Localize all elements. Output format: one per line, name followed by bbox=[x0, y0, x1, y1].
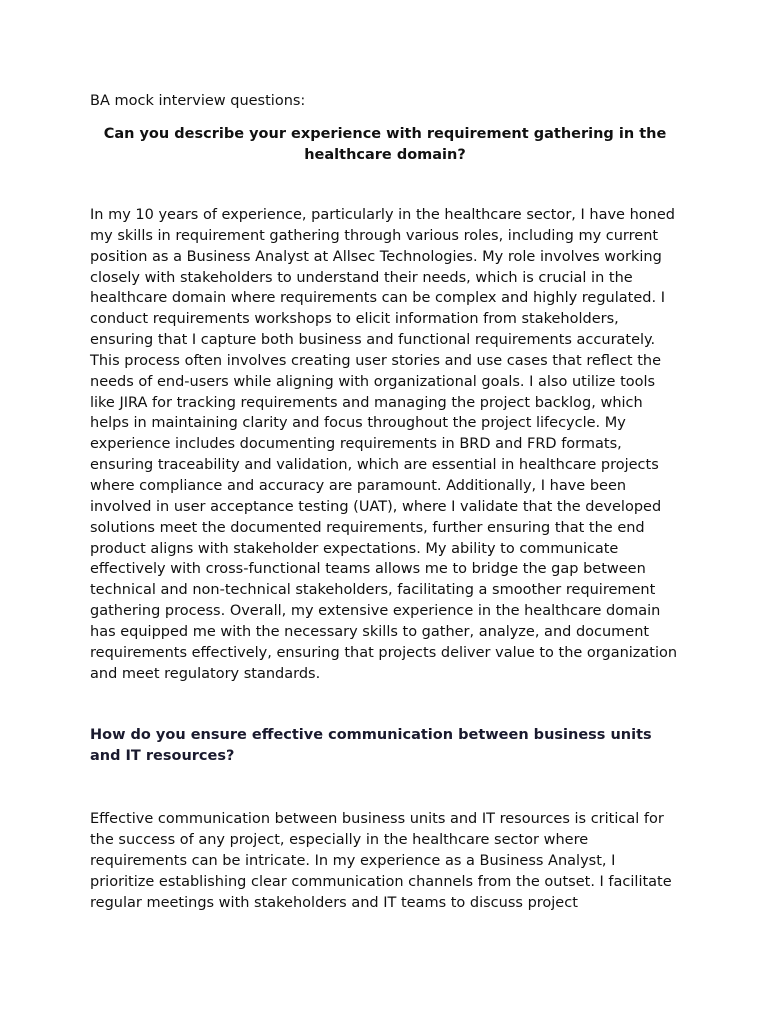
answer-2-paragraph: Effective communication between business units and IT resources is critical for the success of any project, especially in the healthcare sector where requirements can be intricate. In my experience as a Business Analyst, I prioritize establishing clear communication channels from the outset. I facilitate regular meetings with stakeholders and IT teams to discuss project bbox=[90, 811, 672, 911]
question-2-heading: How do you ensure effective communication between business units and IT resources? bbox=[90, 727, 652, 765]
question-1-heading: Can you describe your experience with requirement gathering in the healthcare domain? bbox=[103, 126, 667, 163]
document-title: BA mock interview questions: bbox=[90, 93, 306, 109]
answer-1-paragraph: In my 10 years of experience, particularly in the healthcare sector, I have honed my skills in requirement gathering through various roles, including my current position as a Business Analyst at Allsec Technologies. My role involves working closely with stakeholders to understand their needs, which is crucial in the healthcare domain where requirements can be complex and highly regulated. I conduct requirements workshops to elicit information from stakeholders, ensuring that I capture both business and functional requirements accurately. This process often involves creating user stories and use cases that reflect the needs of end-users while aligning with organizational goals. I also utilize tools like JIRA for tracking requirements and managing the project backlog, which helps in maintaining clarity and focus throughout the project lifecycle. My experience includes documenting requirements in BRD and FRD formats, ensuring traceability and validation, which are essential in healthcare projects where compliance and accuracy are paramount. Additionally, I have been involved in user acceptance testing (UAT), where I validate that the developed solutions meet the documented requirements, further ensuring that the end product aligns with stakeholder expectations. My ability to communicate effectively with cross-functional teams allows me to bridge the gap between technical and non-technical stakeholders, facilitating a smoother requirement gathering process. Overall, my extensive experience in the healthcare domain has equipped me with the necessary skills to gather, analyze, and document requirements effectively, ensuring that projects deliver value to the organization and meet regulatory standards. bbox=[90, 207, 678, 682]
document-page bbox=[90, 91, 680, 914]
